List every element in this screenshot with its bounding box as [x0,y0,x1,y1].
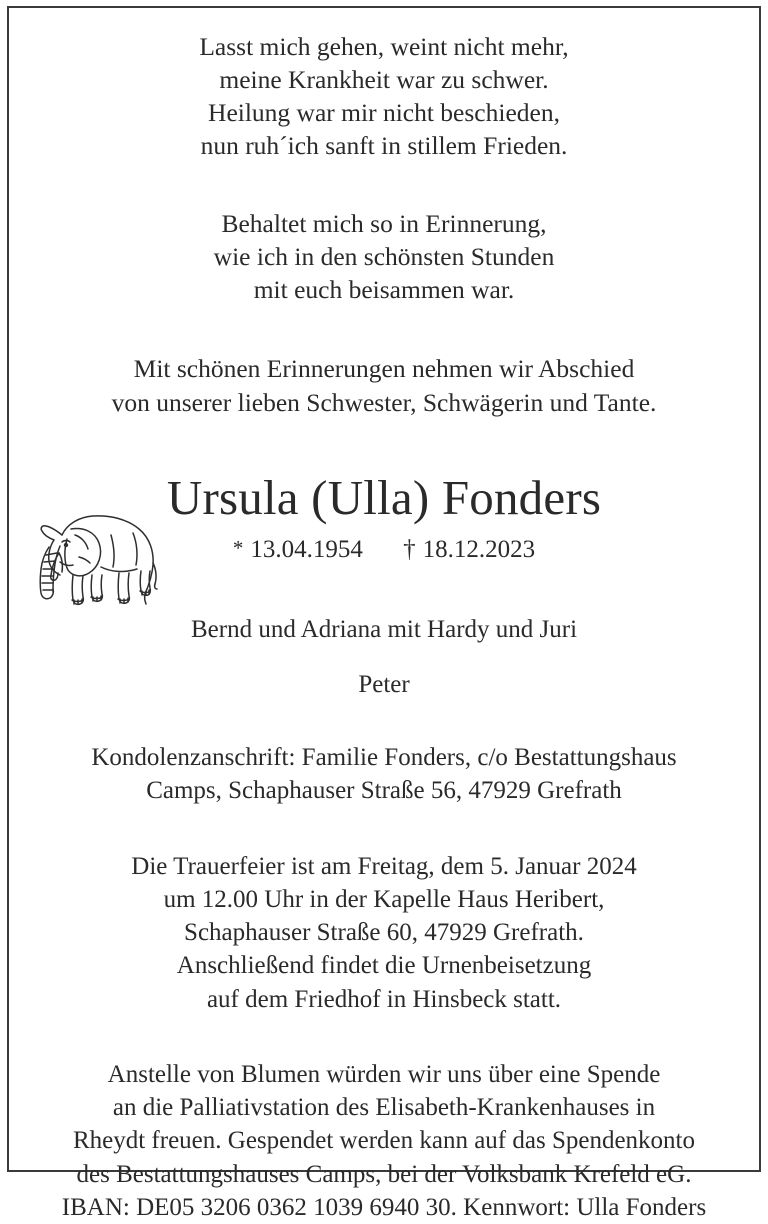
verse-first-stanza [27,30,741,163]
farewell-message [27,352,741,420]
donation-line-iban: IBAN: DE05 3206 0362 1039 6940 30. Kennwort: Ulla Fonders [61,1193,707,1221]
verse-line: wie ich in den schönsten Stunden [213,241,555,271]
farewell-line: von unserer lieben Schwester, Schwägerin und Tante. [111,388,657,418]
birth-star-icon: * [232,536,244,561]
death-date: 18.12.2023 [422,536,536,564]
verse-line: Lasst mich gehen, weint nicht mehr, [199,32,569,61]
birth-date: 13.04.1954 [250,536,363,564]
condolence-address [27,741,741,808]
funeral-service-details [27,850,741,1016]
donation-line: des Bestattungshauses Camps, bei der Volksbank Krefeld eG. [76,1160,692,1188]
verse-line: Heilung war mir nicht beschieden, [208,98,560,128]
death-cross-icon: † [403,536,416,564]
verse-second-stanza [27,207,741,306]
farewell-line: Mit schönen Erinnerungen nehmen wir Abschied [133,353,635,383]
verse-line: meine Krankheit war zu schwer. [219,65,549,95]
survivors-line-secondary: Peter [358,671,410,699]
service-line: Die Trauerfeier ist am Freitag, dem 5. Januar 2024 [131,852,637,880]
deceased-name: Ursula (Ulla) Fonders [166,470,602,526]
verse-line: Behaltet mich so in Erinnerung, [221,208,547,238]
birth-date-group [233,536,369,563]
service-line: Schaphauser Straße 60, 47929 Grefrath. [184,919,584,947]
elephant-icon [15,505,161,609]
condolence-line: Camps, Schaphauser Straße 56, 47929 Grefrath [146,777,622,805]
service-line: Anschließend findet die Urnenbeisetzung [176,952,592,980]
donation-line: an die Palliativstation des Elisabeth-Krankenhauses in [112,1094,656,1122]
verse-line: mit euch beisammen war. [253,274,515,304]
donation-line: Rheydt freuen. Gespendet werden kann auf das Spendenkonto [72,1127,696,1155]
donation-information [27,1058,741,1224]
notice-border-frame [7,6,761,1221]
death-date-group [403,536,535,563]
verse-line: nun ruh´ich sanft in stillem Frieden. [200,131,568,161]
service-line: auf dem Friedhof in Hinsbeck statt. [206,985,562,1013]
donation-line: Anstelle von Blumen würden wir uns über eine Spende [107,1060,661,1088]
condolence-line: Kondolenzanschrift: Familie Fonders, c/o Bestattungshaus [91,744,677,772]
survivors-line-primary: Bernd und Adriana mit Hardy und Juri [190,616,578,644]
service-line: um 12.00 Uhr in der Kapelle Haus Heribert, [163,885,605,913]
